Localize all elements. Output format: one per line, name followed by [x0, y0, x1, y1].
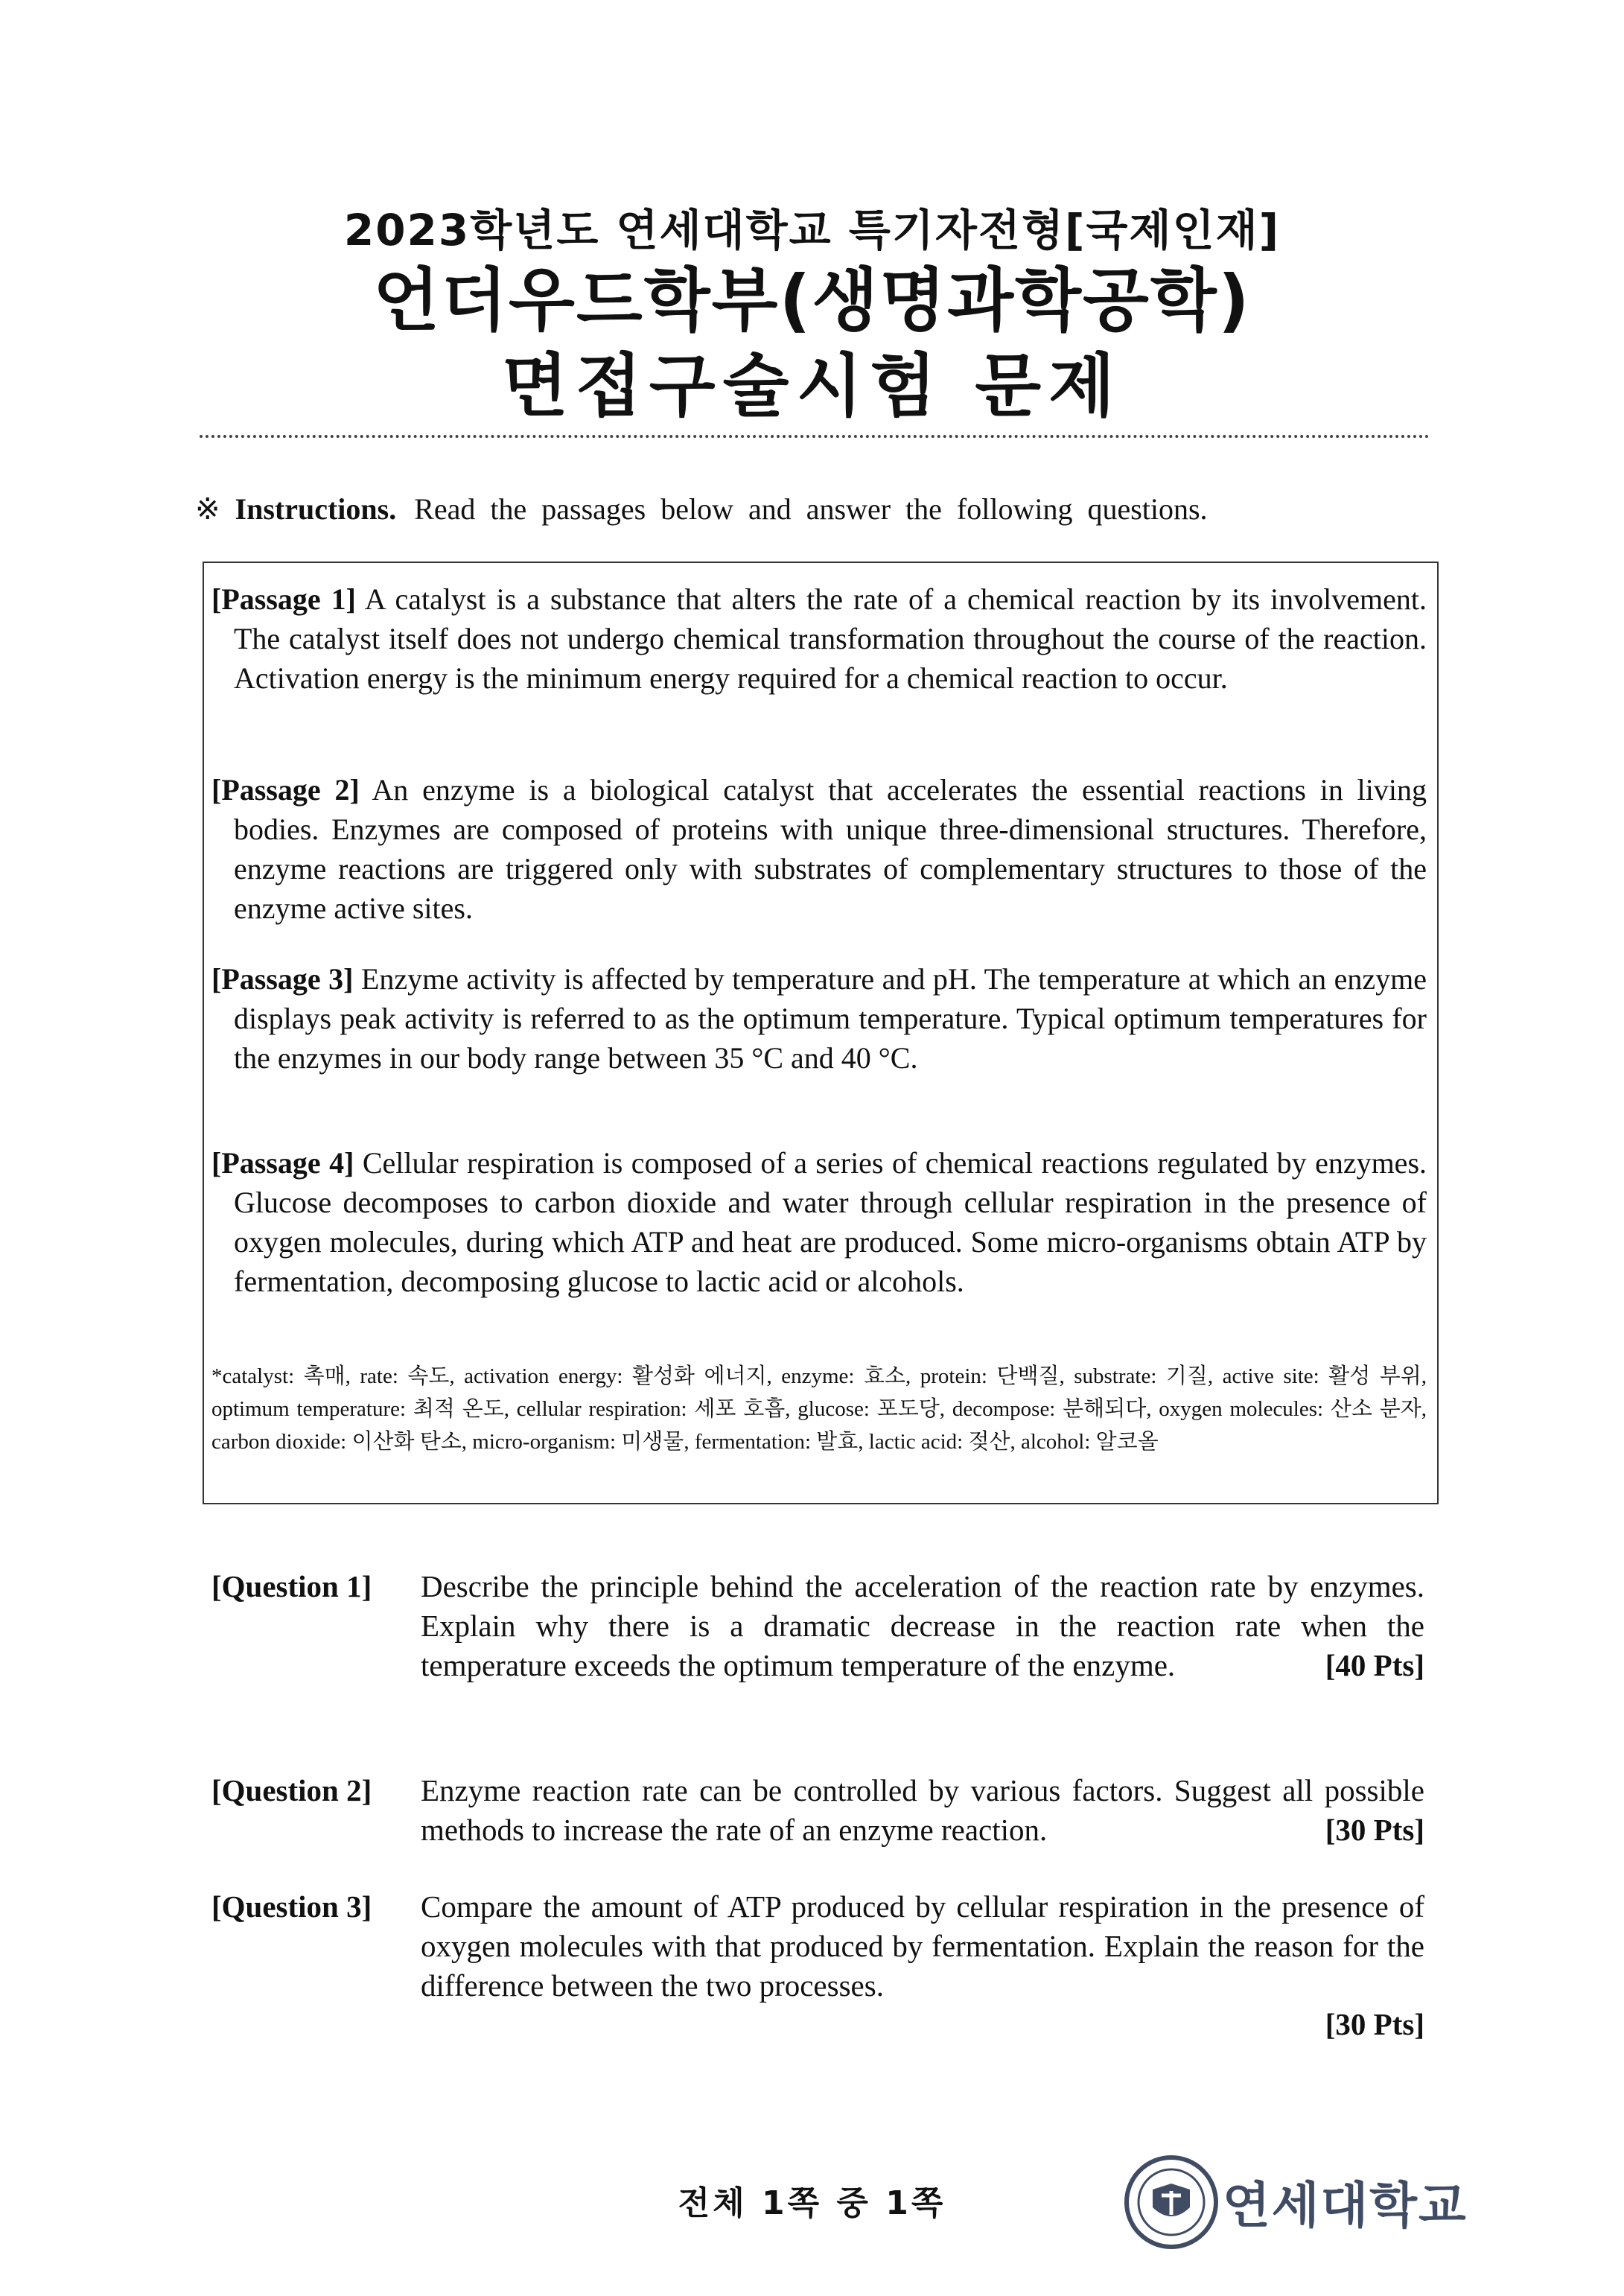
exam-header-line2: 언더우드학부(생명과학공학) — [373, 261, 1251, 340]
glossary: *catalyst: 촉매, rate: 속도, activation energy: 활성화 에너지, enzyme: 효소, protein: 단백질, substrate: 기질, active site: 활성 부위, optimum temperature: 최적 온도, cellular respiration: 세포 호흡, glucose: 포도당, decompose: 분해되다, oxygen molecules: 산소 분자, carbon dioxide: 이산화 탄소, micro-organism: 미생물, fermentation: 발효, lactic acid: 젖산, alcohol: 알코올 — [211, 1364, 1427, 1454]
passage-label: [Passage 4] — [211, 1146, 354, 1180]
question-2-label: [Question 2] — [211, 1773, 372, 1807]
passage-label: [Passage 2] — [211, 773, 360, 807]
question-text: Describe the principle behind the acceleration of the reaction rate by enzymes. Explain why there is a dramatic decrease in the reaction rate when the temperature exceeds the optimum temperature of the enzyme. — [421, 1569, 1424, 1682]
instructions — [195, 492, 1208, 527]
question-3-label: [Question 3] — [211, 1889, 372, 1924]
page-number: 전체 1쪽 중 1쪽 — [678, 2184, 946, 2222]
exam-header-line1: 2023학년도 연세대학교 특기자전형[국제인재] — [343, 205, 1281, 255]
dotted-divider — [200, 435, 1430, 438]
question-3-points: [30 Pts] — [1325, 2007, 1424, 2041]
question-1-label: [Question 1] — [211, 1569, 372, 1603]
question-1 — [421, 1567, 1424, 1685]
passage-1 — [211, 579, 1427, 698]
question-text: Enzyme reaction rate can be controlled by various factors. Suggest all possible methods to increase the rate of an enzyme reaction. — [421, 1773, 1424, 1847]
exam-header-line3: 면접구술시험 문제 — [501, 346, 1122, 426]
passage-2 — [211, 770, 1427, 928]
question-2 — [421, 1771, 1424, 1850]
university-seal-icon — [1123, 2154, 1220, 2251]
question-3: Compare the amount of ATP produced by cellular respiration in the presence of oxygen molecules with that produced by fermentation. Explain the reason for the difference between the two processes. — [421, 1889, 1424, 2003]
passage-text: A catalyst is a substance that alters the rate of a chemical reaction by its involvement. The catalyst itself does not undergo chemical transformation throughout the course of the reaction. Activation energy is the minimum energy required for a chemical reaction to occur. — [234, 582, 1427, 695]
instructions-text: Read the passages below and answer the following questions. — [414, 492, 1208, 526]
passage-text: Enzyme activity is affected by temperature and pH. The temperature at which an enzyme displays peak activity is referred to as the optimum temperature. Typical optimum temperatures for the enzymes in our body range between 35 °C and 40 °C. — [234, 962, 1427, 1075]
passage-4 — [211, 1143, 1427, 1301]
passage-text: Cellular respiration is composed of a series of chemical reactions regulated by enzymes. Glucose decomposes to carbon dioxide and water through cellular respiration in the presence of oxygen molecules, during which ATP and heat are produced. Some micro-organisms obtain ATP by fermentation, decomposing glucose to lactic acid or alcohols. — [234, 1146, 1427, 1298]
instructions-label: Instructions. — [235, 492, 397, 526]
university-name: 연세대학교 — [1223, 2177, 1468, 2234]
question-points: [40 Pts] — [1325, 1648, 1424, 1682]
passage-3 — [211, 959, 1427, 1078]
passage-text: An enzyme is a biological catalyst that accelerates the essential reactions in living bodies. Enzymes are composed of proteins with unique three-dimensional structures. Therefore, enzyme reactions are triggered only with substrates of complementary structures to those of the enzyme active sites. — [234, 773, 1427, 925]
passage-label: [Passage 3] — [211, 962, 354, 996]
passage-label: [Passage 1] — [211, 582, 356, 616]
question-points: [30 Pts] — [1325, 1813, 1424, 1847]
reference-mark: ※ — [195, 492, 220, 526]
